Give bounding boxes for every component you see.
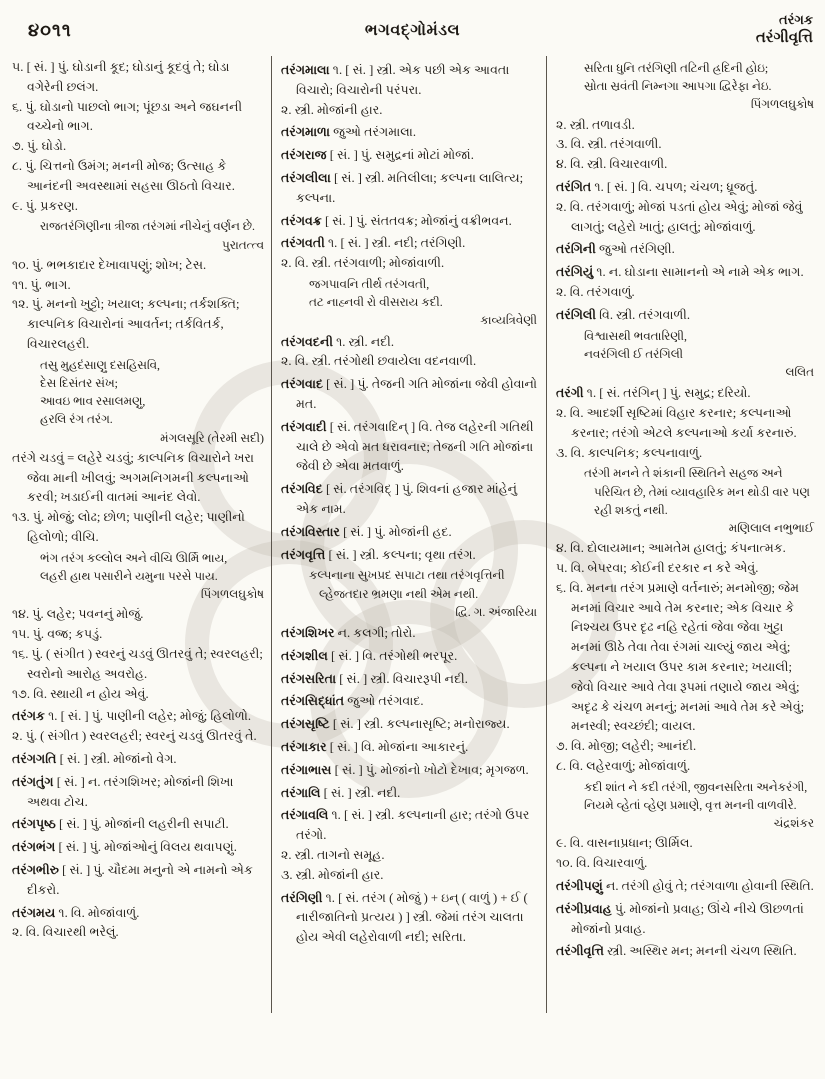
verse-block [12, 549, 266, 604]
sense-line: ૧૬. પું. ( સંગીત ) સ્વરનું ચડવું ઊતરવું તે; સ્વરલહરી; સ્વરોનો આરોહ અવરોહ. [12, 646, 263, 681]
dictionary-entry: તરંગિલી વિ. સ્ત્રી. તરંગવાળી. [556, 307, 691, 322]
verse-line: દેસ દિસંતર સંખ; [40, 375, 118, 390]
sense-line: ૨. વિ. વિચારથી ભરેલું. [12, 925, 119, 940]
dictionary-entry: તરંગીવૃત્તિ સ્ત્રી. અસ્થિર મન; મનની ચંચળ સ્થિતિ. [556, 944, 797, 959]
dictionary-entry: તરંગતુંગ [ સં. ] ન. તરંગશિખર; મોજાંની શિખા અથવા ટોચ. [12, 774, 234, 809]
headword: તરંગિલી [556, 307, 597, 322]
headword: તરંગવિસ્તાર [281, 524, 340, 539]
headword: તરંગપૃષ્ઠ [12, 817, 56, 832]
verse-block [556, 327, 816, 382]
verse-block [12, 217, 266, 253]
sense-line: ૪. વિ. સ્ત્રી. વિચારવાળી. [556, 157, 668, 172]
dictionary-entry: તરંગભીરુ [ સં. ] પું. ચૌદમા મનુનો એ નામનો એક દીકરો. [12, 862, 253, 897]
sense-line: ૨. સ્ત્રી. તળાવડી. [556, 117, 635, 132]
verse-line: હરલિ રંગ તરંગ. [40, 412, 113, 427]
page-title: ભગવદ્ગોમંડલ [364, 22, 461, 39]
headword: તરંગભંગ [12, 840, 56, 855]
verse-block [281, 275, 539, 330]
dictionary-entry: તરંગક ૧. [ સં. ] પું. પાણીની લહેર; મોજું; હિલોળો. [12, 709, 252, 724]
sense-line: ૧૨. પું. મનનો ખુટ્ટો; ખયાલ; કલ્પના; તર્કશક્તિ; કાલ્પનિક વિચારોનાં આવર્તન; તર્કવિતર્ક, વિચારલહરી. [12, 297, 240, 351]
headword: તરંગાવલિ [281, 808, 329, 823]
sense-line: તરંગે ચડવું = લહેરે ચડવું; કાલ્પનિક વિચારોને ખરા જેવા માની ખીલવું; અગમનિગમની કલ્પનાઓ કરવી; ખડાઈની વાતમાં આનંદ લેવો. [12, 450, 255, 505]
verse-line: કદી શાંત ને કદી તરંગી, જીવનસરિતા અનેકરંગી, [584, 779, 808, 794]
verse-line: આવઇ ભાવ રસાલમણુ, [40, 394, 146, 409]
column-divider [546, 56, 547, 1013]
citation-source: પુરાતત્ત્વ [221, 237, 264, 252]
sense-line: ૯. પું. પ્રકરણ. [12, 198, 78, 213]
sense-line: ૧૪. પું. લહેર; પવનનું મોજું. [12, 607, 144, 622]
sense-line: ૧૭. વિ. સ્થાયી ન હોય એવું. [12, 686, 149, 701]
dictionary-entry: તરંગસરિતા [ સં. ] સ્ત્રી. વિચારરૂપી નદી. [281, 671, 468, 686]
sense-line: ૯. વિ. વાસનાપ્રધાન; ઊર્મિલ. [556, 836, 693, 851]
headword: તરંગીપ્રવાહ [556, 901, 612, 916]
sense-line: ૨. પું. ( સંગીત ) સ્વરલહરી; સ્વરનું ચડવું ઊતરવું તે. [12, 729, 257, 744]
headword: તરંગસિદ્ધાંત [281, 694, 345, 709]
headword: તરંગવાદ [281, 377, 324, 392]
guide-words [756, 10, 813, 48]
dictionary-entry: તરંગમય ૧. વિ. મોજાંવાળું. [12, 905, 140, 920]
verse-block [12, 356, 266, 447]
headword: તરંગીપણું [556, 878, 603, 893]
dictionary-entry: તરંગવદની ૧. સ્ત્રી. નદી. [281, 334, 395, 349]
headword: તરંગમય [12, 905, 56, 920]
sense-line: ૫. [ સં. ] પું. ઘોડાની કૂદ; ઘોડાનું કૂદવું તે; ઘોડા વગેરેની છલંગ. [12, 60, 230, 94]
verse-line: તરંગી મનને તે શંકાની સ્થિતિને સહજ અને પરિચિત છે, તેમાં વ્યાવહારિક મન થોડી વાર પણ રહી શકતું નથી. [584, 466, 810, 517]
headword: તરંગસરિતા [281, 671, 337, 686]
sense-line: ૧૩. પું. મોજું; લોઢ; છોળ; પાણીની લહેર; પાણીનો હિલોળો; વીચિ. [12, 510, 245, 544]
verse-block [556, 464, 816, 537]
sense-line: ૫. વિ. બેપરવા; કોઈની દરકાર ન કરે એવું. [556, 560, 759, 575]
sense-line: ૪. વિ. દોલાયમાન; આમતેમ હાલતું; કંપનાત્મક. [556, 541, 786, 556]
headword: તરંગાભાસ [281, 762, 332, 777]
sense-line: ૧૦. પું. ભભકાદાર દેખાવાપણું; શોખ; ટેસ. [12, 257, 207, 272]
citation-source: ચંદ્રશંકર [773, 816, 814, 831]
verse-line: તટ નાહ્નવી રો વીસરાય કદી. [309, 295, 443, 310]
headword: તરંગવૃત્તિ [281, 547, 326, 562]
dictionary-entry: તરંગસિદ્ધાંત જુઓ તરંગવાદ. [281, 694, 424, 709]
headword: તરંગાકાર [281, 739, 327, 754]
dictionary-entry: તરંગવાદ [ સં. ] પું. તેજની ગતિ મોજાંના જેવી હોવાનો મત. [281, 377, 538, 411]
sense-line: ૩. વિ. કાલ્પનિક; કલ્પનાવાળું. [556, 445, 703, 460]
headword: તરંગવિદ [281, 482, 323, 497]
headword: તરંગવક્ર [281, 213, 322, 228]
dictionary-entry: તરંગીપ્રવાહ પું. મોજાંનો પ્રવાહ; ઊંચે નીચે ઊછળતાં મોજાંનો પ્રવાહ. [556, 901, 804, 936]
citation-source: લલિત [785, 364, 814, 379]
sense-line: ૭. વિ. મોજી; લહેરી; આનંદી. [556, 739, 697, 754]
headword: તરંગવાદી [281, 419, 327, 434]
headword: તરંગક [12, 709, 45, 724]
verse-line: વિશ્વાસથી ભવતારિણી, [584, 328, 688, 343]
dictionary-entry: તરંગવતી ૧. [ સં. ] સ્ત્રી. નદી; તરંગિણી. [281, 236, 466, 251]
verse-block [281, 566, 539, 621]
page-number: ૪૦૧૧ [28, 20, 72, 40]
dictionary-entry: તરંગવક્ર [ સં. ] પું. સંતતવક્ર; મોજાંનું વક્રીભવન. [281, 213, 512, 228]
column-divider [271, 56, 272, 1013]
dictionary-entry: તરંગભંગ [ સં. ] પું. મોજાંઓનું વિલય થવાપણું. [12, 840, 237, 855]
dictionary-entry: તરંગમાળા જુઓ તરંગમાલા. [281, 125, 416, 140]
sense-line: ૬. પું. ઘોડાનો પાછલો ભાગ; પૂંછડા અને જઘનની વચ્ચેનો ભાગ. [12, 99, 243, 134]
dictionary-entry: તરંગરાજ [ સં. ] પું. સમુદ્રનાં મોટાં મોજાં. [281, 148, 474, 163]
sense-line: ૭. પું. ઘોડો. [12, 139, 67, 154]
headword: તરંગલીલા [281, 170, 331, 185]
dictionary-entry: તરંગાલિ [ સં. ] સ્ત્રી. નદી. [281, 785, 401, 800]
headword: તરંગરાજ [281, 148, 327, 163]
citation-source: પિંગળલઘુકોષ [200, 587, 264, 602]
sense-line: ૨. વિ. આદર્શી સૃષ્ટિમાં વિહાર કરનાર; કલ્પનાઓ કરનાર; તરંગો એટલે કલ્પનાઓ કર્યા કરનારું. [556, 405, 797, 440]
sense-line: ૩. વિ. સ્ત્રી. તરંગવાળી. [556, 137, 662, 152]
sense-line: ૨. વિ. સ્ત્રી. તરંગવાળી; મોજાંવાળી. [281, 256, 445, 271]
dictionary-entry: તરંગવાદી [ સં. તરંગવાદિન્ ] વિ. તેજ લહેરની ગતિથી ચાલે છે એવો મત ધરાવનાર; તેજની ગતિ મોજાંના જેવી છે એવા મતવાળું. [281, 419, 534, 474]
verse-line: સરિતા ધુનિ તરંગિણી તટિની હ્રદિની હોઇ; [584, 61, 769, 75]
citation-source: મંગલસૂરિ (તેરમી સદી) [160, 430, 264, 445]
verse-line: નવરંગિલી ઈ તરંગિલી [584, 346, 684, 361]
column-middle [281, 58, 539, 1063]
column-left [12, 58, 266, 1063]
dictionary-entry: તરંગીપણું ન. તરંગી હોવું તે; તરંગવાળા હોવાની સ્થિતિ. [556, 878, 814, 893]
citation-source: મણિલાલ નભુભાઈ [728, 520, 814, 535]
column-right [556, 58, 816, 1063]
verse-line: તસુ મુહદંસાણુ દસહિસવિ, [40, 357, 160, 372]
dictionary-entry: તરંગગતિ [ સં. ] સ્ત્રી. મોજાંનો વેગ. [12, 751, 177, 766]
sense-line: ૧૧. પું. ભાગ. [12, 277, 71, 292]
headword: તરંગતુંગ [12, 774, 54, 789]
dictionary-entry: તરંગિની જુઓ તરંગિણી. [556, 242, 675, 257]
dictionary-entry: તરંગાભાસ [ સં. ] પું. મોજાંનો ખોટો દેખાવ; મૃગજળ. [281, 762, 529, 777]
headword: તરંગવદની [281, 334, 333, 349]
headword: તરંગિની [556, 242, 596, 257]
sense-line: ૧૫. પું. વજ્ર; કપડું. [12, 627, 103, 642]
dictionary-entry: તરંગિત ૧. [ સં. ] વિ. ચપળ; ચંચળ; ધ્રૂજતું. [556, 180, 758, 194]
headword: તરંગવતી [281, 236, 325, 251]
citation-source: દ્વિ. ગ. અંજારિયા [455, 604, 537, 619]
headword: તરંગિત [556, 180, 592, 194]
sense-line: ૩. સ્ત્રી. મોજાંની હાર. [281, 867, 384, 882]
headword: તરંગગતિ [12, 751, 57, 766]
guide-word-first: તરંગક [778, 12, 813, 27]
dictionary-entry: તરંગવિદ [ સં. તરંગવિદ્ ] પું. શિવનાં હજાર માંહેનું એક નામ. [281, 482, 518, 516]
headword: તરંગી [556, 386, 584, 401]
verse-line: ભંગ તરંગ કલ્લોલ અને વીચિ ઊર્મિ ભાય, [40, 550, 228, 565]
dictionary-entry: તરંગસૃષ્ટિ [ સં. ] સ્ત્રી. કલ્પનાસૃષ્ટિ; મનોરાજ્ય. [281, 717, 510, 732]
dictionary-entry: તરંગાકાર [ સં. ] વિ. મોજાંના આકારનું. [281, 739, 469, 754]
citation-source: કાવ્યત્રિવેણી [480, 313, 537, 328]
sense-line: ૨. વિ. તરંગવાળું. [556, 284, 635, 299]
sense-line: ૨. વિ. સ્ત્રી. તરંગોથી છવાયેલા વદનવાળી. [281, 354, 477, 369]
headword: તરંગસૃષ્ટિ [281, 717, 330, 732]
dictionary-entry: તરંગિણી ૧. [ સં. તરંગ ( મોજું ) + ઇન્ ( વાળું ) + ઈ ( નારીજાતિનો પ્રત્યય ) ] સ્ત્રી. જેમાં તરંગ ચાલતા હોય એવી લહેરોવાળી નદી; સરિતા. [281, 890, 528, 945]
verse-line: નિયમે વ્હેતાં વ્હેણ પ્રમાણે, વૃત્ત મનની વાળવીરે. [584, 797, 797, 812]
headword: તરંગિણી [281, 890, 323, 905]
headword: તરંગશિખર [281, 625, 335, 640]
sense-line: ૮. વિ. લહેરવાળું; મોજાંવાળું. [556, 758, 691, 773]
headword: તરંગિયું [556, 265, 594, 280]
citation-source: પિંગળલઘુકોષ [750, 97, 814, 112]
sense-line: ૮. પું. ચિત્તનો ઉમંગ; મનની મોજ; ઉત્સાહ કે આનંદની અવસ્થામાં સહસા ઊઠતો વિચાર. [12, 158, 235, 193]
verse-block [556, 59, 816, 114]
dictionary-entry: તરંગી ૧. [ સં. તરંગિન્ ] પું. સમુદ્ર; દરિયો. [556, 386, 751, 401]
dictionary-entry: તરંગપૃષ્ઠ [ સં. ] પું. મોજાંની લહરીની સપાટી. [12, 817, 229, 832]
sense-line: ૬. વિ. મનના તરંગ પ્રમાણે વર્તનારું; મનમોજી; જેમ મનમાં વિચાર આવે તેમ કરનાર; એક વિચાર કે નિશ્ચય ઉપર દૃઢ નહિ રહેતાં જેવા જેવા ખુટ્ટા મનમાં ઊઠે તેવા તેવા રંગમાં ચાલ્યું જાય એવું; કલ્પના ને ખયાલ ઉપર કામ કરનાર; ખયાલી; જેવો વિચાર આવે તેવા રૂપમાં તણાયે જાય એવું; અદૃઢ કે ચંચળ મનનું; મનમાં આવે તેમ કરે એવું; મનસ્વી; સ્વચ્છંદી; વાયલ. [556, 580, 805, 734]
headword: તરંગીવૃત્તિ [556, 944, 604, 959]
dictionary-entry: તરંગમાલા ૧. [ સં. ] સ્ત્રી. એક પછી એક આવતા વિચારો; વિચારોની પરંપરા. [281, 63, 510, 97]
verse-block [556, 778, 816, 833]
verse-line: રાજતરંગિણીના ત્રીજા તરંગમાં નીચેનું વર્ણન છે. [40, 219, 255, 234]
sense-line: ૨. સ્ત્રી. તાગનો સમૂહ. [281, 847, 385, 862]
verse-line: સ્રોતા સ્રવંતી નિમ્નગા આપગા દ્વિરેફા નેઇ. [584, 79, 772, 94]
dictionary-entry: તરંગિયું ૧. ન. ઘોડાના સામાનનો એ નામે એક ભાગ. [556, 265, 804, 280]
guide-word-last: તરંગીવૃત્તિ [755, 30, 813, 46]
dictionary-entry: તરંગાવલિ ૧. [ સં. ] સ્ત્રી. કલ્પનાની હાર; તરંગો ઉપર તરંગો. [281, 808, 530, 843]
dictionary-entry: તરંગશીલ [ સં. ] વિ. તરંગોથી ભરપૂર. [281, 648, 458, 663]
sense-line: ૧૦. વિ. વિચારવાળું. [556, 856, 648, 871]
sense-line: ૨. સ્ત્રી. મોજાંની હાર. [281, 102, 383, 117]
sense-line: ૨. વિ. તરંગવાળું; મોજાં પડતાં હોય એવું; મોજાં જેવું લાગતું; લહેરો ખાતું; હાલતું; મોજાંવાળું. [556, 199, 803, 234]
headword: તરંગશીલ [281, 648, 328, 663]
headword: તરંગભીરુ [12, 862, 59, 877]
dictionary-entry: તરંગલીલા [ સં. ] સ્ત્રી. મતિલીલા; કલ્પના લાલિત્ય; કલ્પના. [281, 170, 524, 205]
verse-line: કલ્પનાના સુખપ્રદ સપાટા તથા તરંગવૃત્તિની લ્હેજતદાર ભ્રમણા નથી એમ નથી. [309, 568, 505, 601]
dictionary-entry: તરંગવિસ્તાર [ સં. ] પું. મોજાંની હદ. [281, 524, 452, 539]
verse-line: જગપાવનિ તીર્થ તરંગવતી, [309, 276, 430, 291]
headword: તરંગમાળા [281, 125, 330, 140]
headword: તરંગાલિ [281, 785, 321, 800]
verse-line: લહરી હાથ પસારીને યમુના પરસે પાય. [40, 568, 218, 583]
dictionary-entry: તરંગવૃત્તિ [ સં. ] સ્ત્રી. કલ્પના; વૃથા તરંગ. [281, 547, 476, 562]
headword: તરંગમાલા [281, 63, 330, 77]
dictionary-entry: તરંગશિખર ન. કલગી; તોરો. [281, 625, 416, 640]
